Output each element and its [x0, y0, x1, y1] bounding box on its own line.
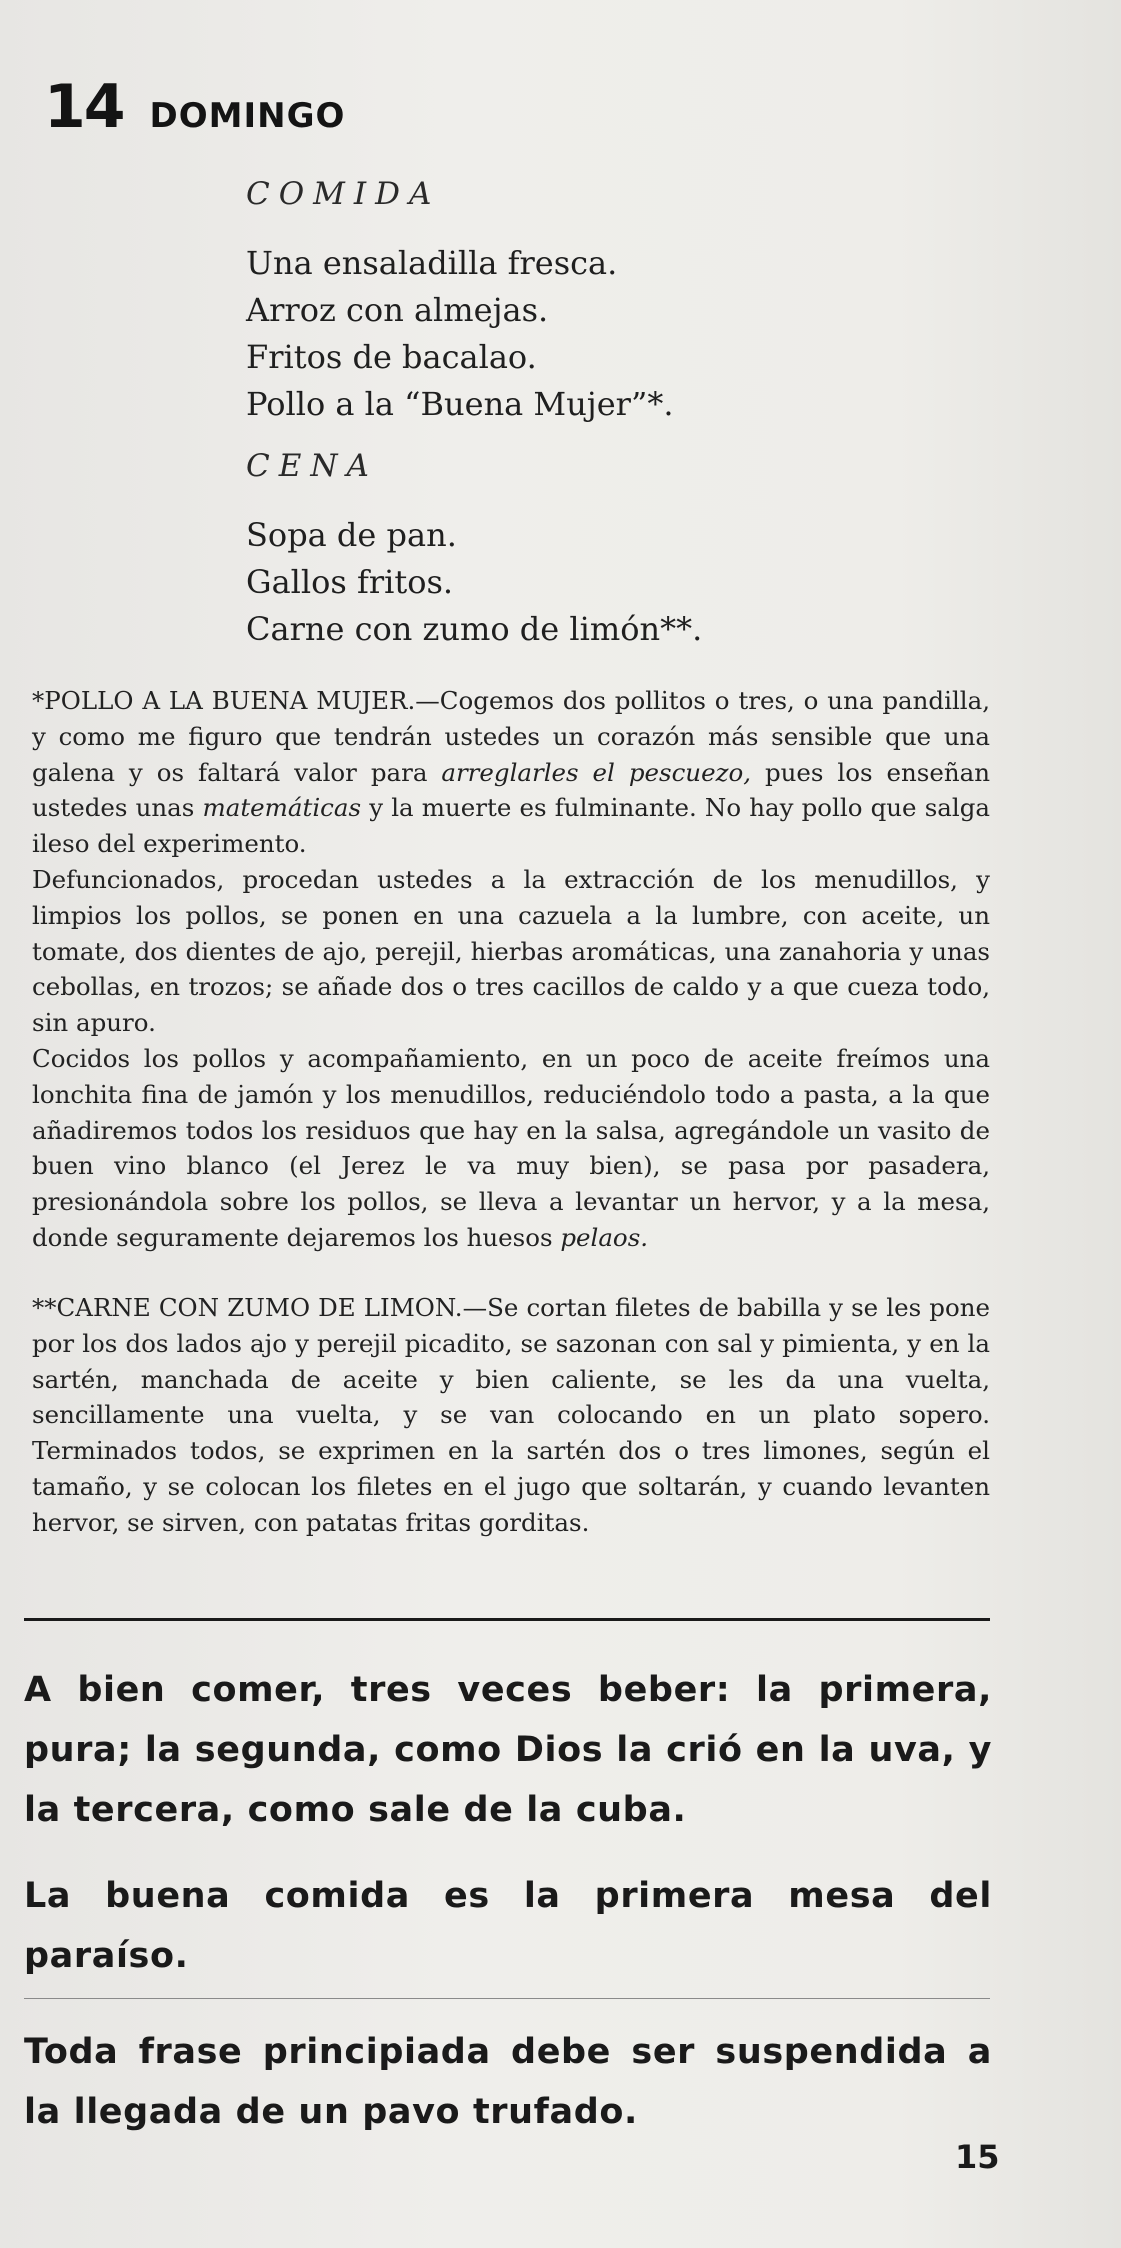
- saying: A bien comer, tres veces beber: la primera, pura; la segunda, como Dios la crió en la uva, y la tercera, como sale de la cuba.: [24, 1670, 992, 1830]
- day-name: DOMINGO: [149, 96, 346, 136]
- recipe-paragraph: [32, 1041, 990, 1256]
- recipe-text: —Se cortan filetes de babilla y se les pone por los dos lados ajo y perejil picadito, se sazonan con sal y pimienta, y en la sartén, manchada de aceite y bien caliente, se les da una vuelta, sencillamente una vuelta, y se van colocando en un plato sopero. Terminados todos, se exprimen en la sartén dos o tres limones, según el tamaño, y se colocan los filetes en el jugo que soltarán, y cuando levanten hervor, se sirven, con patatas fritas gorditas.: [32, 1293, 990, 1537]
- recipe-heading: **CARNE CON ZUMO DE LIMON.: [32, 1293, 463, 1322]
- menu-item: Arroz con almejas.: [246, 291, 549, 329]
- saying-divider: [24, 1998, 990, 1999]
- comida-title: COMIDA: [246, 176, 441, 212]
- menu-item: Pollo a la “Buena Mujer”*.: [246, 385, 674, 423]
- recipe-pollo-buena-mujer: [32, 683, 990, 1256]
- menu-item: Fritos de bacalao.: [246, 338, 537, 376]
- recipe-text: Cocidos los pollos y acompañamiento, en un poco de aceite freímos una lonchita fina de jamón y los menudillos, reduciéndolo todo a pasta, a la que añadiremos todos los residuos que hay en la salsa, agregándole un vasito de buen vino blanco (el Jerez le va muy bien), se pasa por pasadera, presionándola sobre los pollos, se lleva a levantar un hervor, y a la mesa, donde seguramente dejaremos los huesos: [32, 1043, 990, 1252]
- comida-section: [246, 176, 673, 428]
- recipe-carne-zumo-limon: [32, 1290, 990, 1541]
- recipe-emphasis: pelaos.: [560, 1222, 649, 1252]
- recipe-text: —Cogemos dos pollitos o tres, o una pandilla, y como me figuro que tendrán ustedes un corazón más sensible que una galena y os faltará valor para: [32, 686, 991, 787]
- day-header: [44, 72, 345, 142]
- recipe-paragraph: [32, 683, 990, 862]
- recipe-emphasis: arreglarles el pescuezo,: [441, 757, 752, 787]
- recipe-paragraph: Defuncionados, procedan ustedes a la extracción de los menudillos, y limpios los pollos, se ponen en una cazuela a la lumbre, con aceite, un tomate, dos dientes de ajo, perejil, hierbas aromáticas, una zanahoria y unas cebollas, en trozos; se añade dos o tres cacillos de caldo y a que cueza todo, sin apuro.: [32, 864, 990, 1038]
- recipe-heading: *POLLO A LA BUENA MUJER.: [32, 686, 416, 715]
- cena-list: [246, 512, 702, 653]
- recipe-emphasis: matemáticas: [202, 793, 362, 823]
- saying: Toda frase principiada debe ser suspendida a la llegada de un pavo trufado.: [24, 2032, 992, 2132]
- page-number: 15: [955, 2138, 1000, 2176]
- section-divider: [24, 1618, 990, 1621]
- menu-item: Sopa de pan.: [246, 516, 457, 554]
- day-number: 14: [44, 72, 124, 142]
- cena-title: CENA: [246, 448, 378, 484]
- recipe-text: y la muerte es fulminante. No hay pollo que salga ileso del experimento.: [32, 793, 991, 859]
- recipe-text: pues los enseñan ustedes unas: [32, 757, 990, 823]
- menu-item: Gallos fritos.: [246, 563, 454, 601]
- menu-item: Una ensaladilla fresca.: [246, 244, 618, 282]
- recipe-paragraph: [32, 1290, 990, 1541]
- cena-section: [246, 448, 702, 653]
- saying: La buena comida es la primera mesa del paraíso.: [24, 1876, 992, 1976]
- menu-item: Carne con zumo de limón**.: [246, 610, 703, 648]
- comida-list: [246, 240, 673, 428]
